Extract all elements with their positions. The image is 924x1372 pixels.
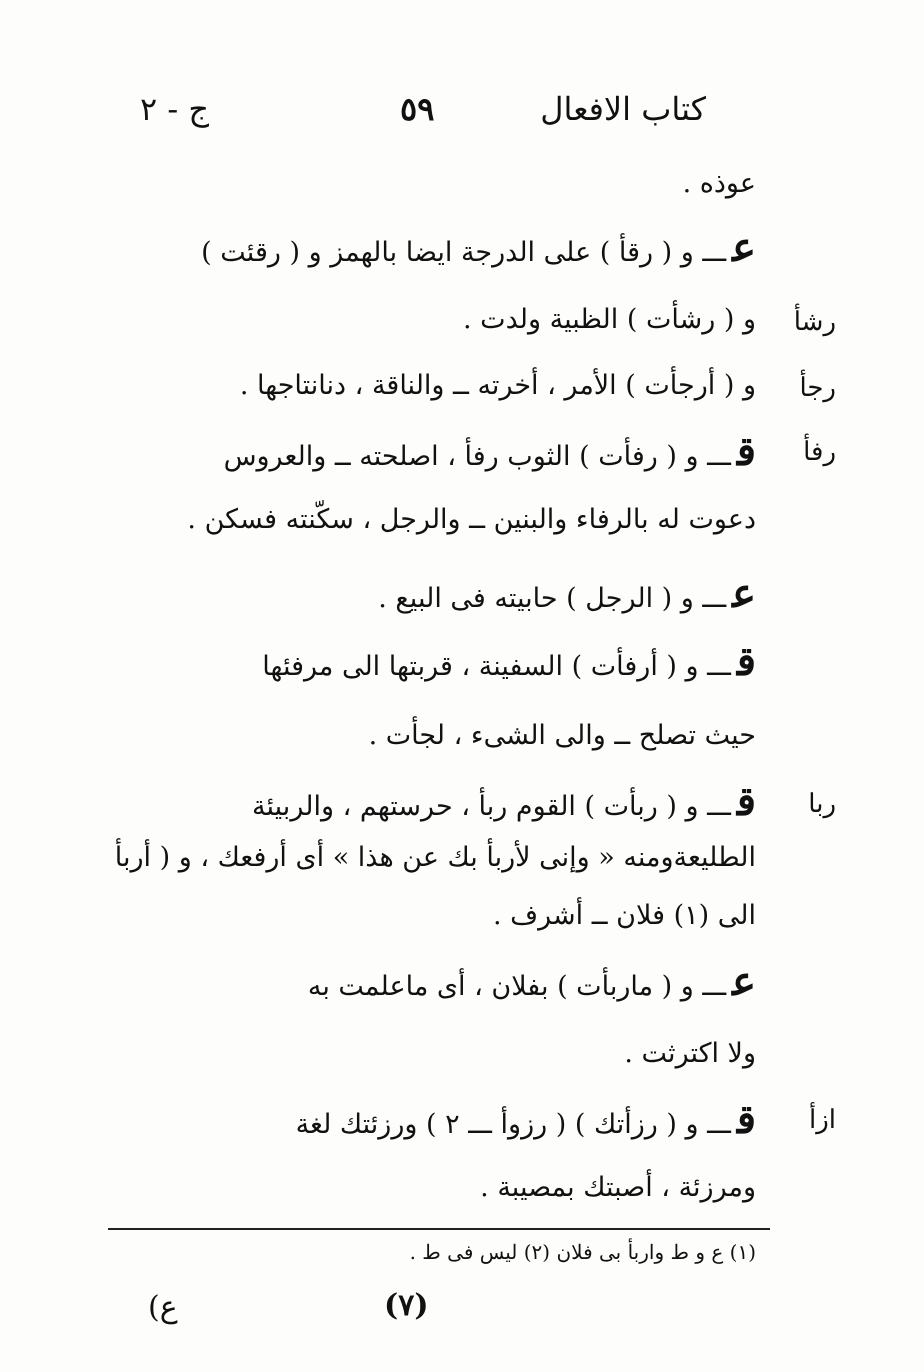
text-line: قـــ و ( رفأت ) الثوب رفأ ، اصلحته ــ والعروس [223,428,756,475]
text-line: عـــ و ( ماربأت ) بفلان ، أى ماعلمت به [307,958,756,1005]
entry-letter: ق [736,1096,756,1143]
text-line: عـــ و ( الرجل ) حابيته فى البيع . [378,570,756,617]
text-line: و ( أرجأت ) الأمر ، أخرته ــ والناقة ، دنانتاجها . [239,370,756,401]
entry-letter: ق [736,778,756,825]
margin-root-word: رفأ [803,437,836,467]
entry-letter: ع [732,224,756,271]
text-line: الى (١) فلان ــ أشرف . [493,900,756,931]
signature-number: (٧) [384,1288,429,1323]
margin-root-word: ربا [808,789,836,819]
page-number: ٥٩ [400,90,435,128]
entry-letter: ع [732,570,756,617]
footnote: (١) ع و ط واربأ بى فلان (٢) ليس فى ط . [409,1240,756,1264]
text-line: ولا اكترثت . [624,1038,756,1069]
text-line: ومرزئة ، أصبتك بمصيبة . [480,1172,756,1203]
text-line: حيث تصلح ــ والى الشىء ، لجأت . [368,720,756,751]
margin-root-word: ازأ [808,1105,836,1135]
text-line: عـــ و ( رقأ ) على الدرجة ايضا بالهمز و ( رقئت ) [201,224,756,271]
text-line: قـــ و ( رزأتك ) ( رزوأ ـــ ٢ ) ورزئتك لغة [295,1096,756,1143]
margin-root-word: رشأ [793,307,836,337]
text-line: قـــ و ( ربأت ) القوم ربأ ، حرستهم ، والربيئة [252,778,756,825]
footnote-divider [108,1228,770,1230]
text-line: عوذه . [682,168,756,199]
text-line: قـــ و ( أرفأت ) السفينة ، قربتها الى مرفئها [262,638,756,685]
volume-label: ج - ٢ [140,90,209,128]
entry-letter: ع [732,958,756,1005]
margin-root-word: رجأ [799,373,836,403]
entry-letter: ق [736,638,756,685]
text-line: و ( رشأت ) الظبية ولدت . [463,304,756,335]
text-line: دعوت له بالرفاء والبنين ــ والرجل ، سكّنته فسكن . [187,504,756,535]
book-title: كتاب الافعال [540,90,706,128]
entry-letter: ق [736,428,756,475]
text-line: الطليعةومنه « وإنى لأربأ بك عن هذا » أى أرفعك ، و ( أربأ [114,842,756,873]
signature-letter: ع) [148,1290,178,1325]
